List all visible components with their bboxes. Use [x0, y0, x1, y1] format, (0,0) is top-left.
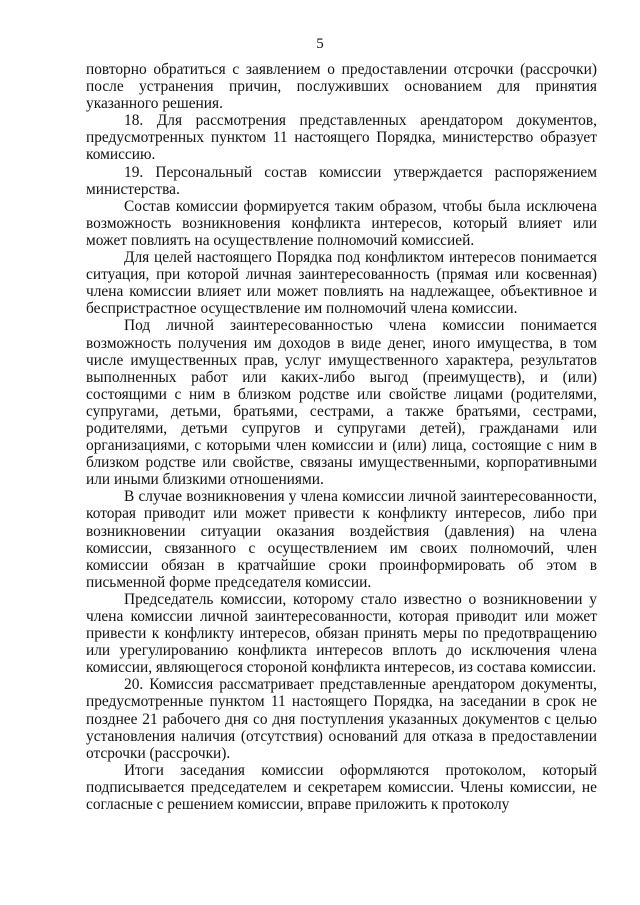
page-number: 5	[316, 36, 324, 52]
paragraph-chairman-measures: Председатель комиссии, которому стало известно о возникновении у члена комиссии личной заинтересованности, которая приводит или может привести к конфликту интересов, обязан принять меры по предотвращению или урегулированию конфликта интересов вплоть до исключения члена комиссии, являющегося стороной конфликта интересов, из состава комиссии.	[86, 590, 597, 677]
paragraph-item-20: 20. Комиссия рассматривает представленные арендатором документы, предусмотренные пунктом 11 настоящего Порядка, на заседании в срок не позднее 21 рабочего дня со дня поступления указанных документов с целью установления наличия (отсутствия) оснований для отказа в предоставлении отсрочки (рассрочки).	[86, 676, 597, 762]
paragraph-item-18: 18. Для рассмотрения представленных арендатором документов, предусмотренных пунктом 11 настоящего Порядка, министерство образует комиссию.	[86, 112, 597, 164]
paragraph-meeting-results: Итоги заседания комиссии оформляются протоколом, который подписывается председателем и секретарем комиссии. Члены комиссии, не согласные с решением комиссии, вправе приложить к протоколу	[86, 761, 597, 814]
paragraph-commission-composition: Состав комиссии формируется таким образом, чтобы была исключена возможность возникновения конфликта интересов, который влияет или может повлиять на осуществление полномочий комиссией.	[86, 197, 597, 249]
paragraph-conflict-definition: Для целей настоящего Порядка под конфликтом интересов понимается ситуация, при которой личная заинтересованность (прямая или косвенная) члена комиссии влияет или может повлиять на надлежащее, объективное и беспристрастное осуществление им полномочий члена комиссии.	[86, 249, 597, 318]
paragraph-member-obligation: В случае возникновения у члена комиссии личной заинтересованности, которая приводит или может привести к конфликту интересов, либо при возникновении ситуации оказания воздействия (давления) на члена комиссии, связанного с осуществлением им своих полномочий, член комиссии обязан в кратчайшие сроки проинформировать об этом в письменной форме председателя комиссии.	[86, 488, 597, 591]
paragraph-continuation: повторно обратиться с заявлением о предоставлении отсрочки (рассрочки) после устранения причин, послуживших основанием для принятия указанного решения.	[86, 61, 597, 113]
document-body	[86, 61, 597, 813]
paragraph-personal-interest: Под личной заинтересованностью члена комиссии понимается возможность получения им доходов в виде денег, иного имущества, в том числе имущественных прав, услуг имущественного характера, результатов выполненных работ или каких-либо выгод (преимуществ), и (или) состоящими с ним в близком родстве или свойстве лицами (родителями, супругами, детьми, братьями, сестрами, а также братьями, сестрами, родителями, детьми супругов и супругами детей), гражданами или организациями, с которыми член комиссии и (или) лица, состоящие с ним в близком родстве или свойстве, связаны имущественными, корпоративными или иными близкими отношениями.	[86, 317, 597, 489]
paragraph-item-19: 19. Персональный состав комиссии утверждается распоряжением министерства.	[86, 163, 597, 198]
